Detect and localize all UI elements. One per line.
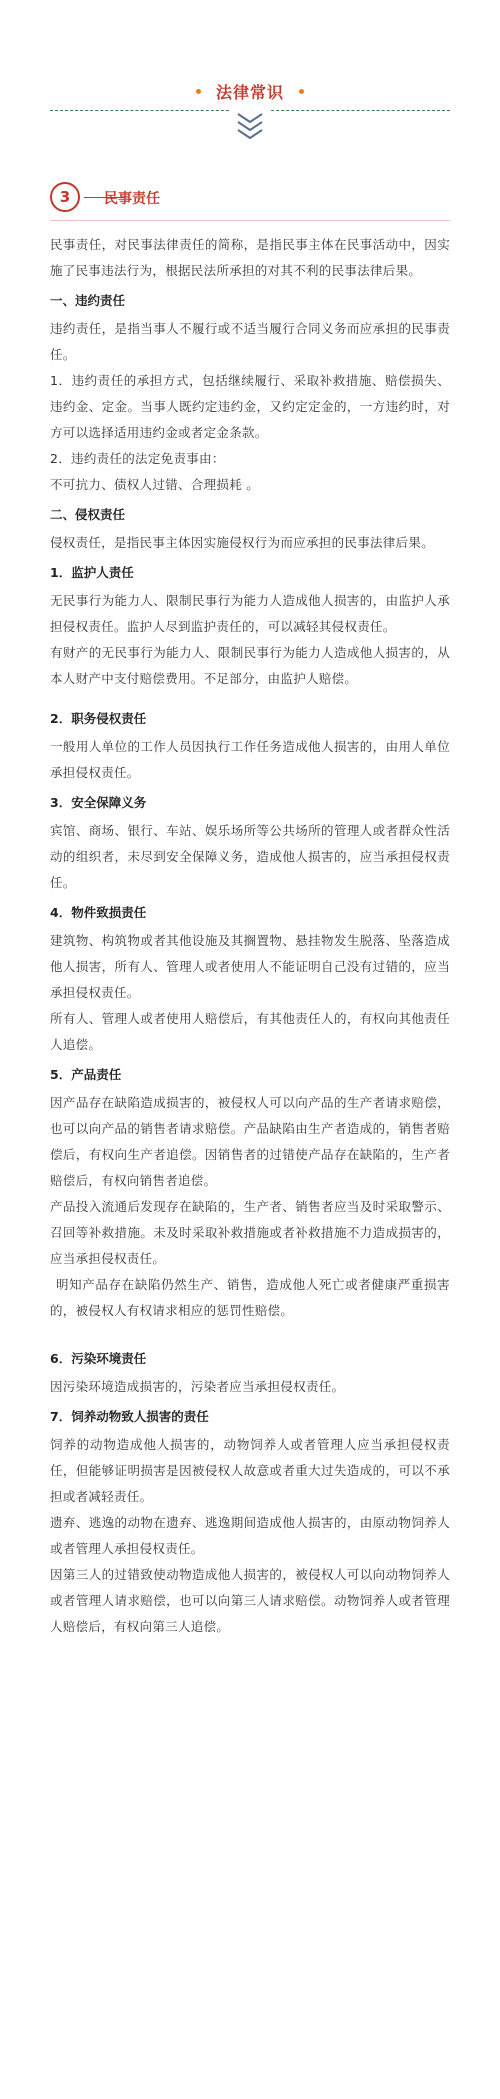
spacer <box>50 692 450 702</box>
intro-paragraph: 民事责任，对民事法律责任的简称，是指民事主体在民事活动中，因实施了民事违法行为，根据民法所承担的对其不利的民事法律后果。 <box>50 237 450 278</box>
animal-liability-p1: 饲养的动物造成他人损害的，动物饲养人或者管理人应当承担侵权责任，但能够证明损害是因被侵权人故意或者重大过失造成的，可以不承担或者减轻责任。 <box>50 1437 450 1504</box>
product-liability-p1: 因产品存在缺陷造成损害的，被侵权人可以向产品的生产者请求赔偿，也可以向产品的销售者请求赔偿。产品缺陷由生产者造成的，销售者赔偿后，有权向生产者追偿。因销售者的过错使产品存在缺陷的，生产者赔偿后，有权向销售者追偿。 <box>50 1095 450 1188</box>
subheading-guardian-liability: 1．监护人责任 <box>50 565 134 580</box>
product-liability-p2: 产品投入流通后发现存在缺陷的，生产者、销售者应当及时采取警示、召回等补救措施。未及时采取补救措施或者补救措施不力造成损害的，应当承担侵权责任。 <box>50 1199 450 1266</box>
spacer <box>50 1324 450 1342</box>
banner-left-dot <box>196 89 201 94</box>
article-body <box>50 232 450 1640</box>
banner-title: 法律常识 <box>215 83 284 102</box>
product-liability-p3: 明知产品存在缺陷仍然生产、销售，造成他人死亡或者健康严重损害的，被侵权人有权请求相应的惩罚性赔偿。 <box>50 1277 450 1318</box>
contract-liability-definition: 违约责任，是指当事人不履行或不适当履行合同义务而应承担的民事责任。 <box>50 321 450 362</box>
section-number-badge: 3 <box>50 182 80 212</box>
subheading-safety-duty: 3．安全保障义务 <box>50 795 147 810</box>
section-title: 民事责任 <box>104 191 160 207</box>
chevron-down-icon <box>230 108 270 148</box>
subheading-employment-liability: 2．职务侵权责任 <box>50 711 147 726</box>
contract-liability-item1: 1．违约责任的承担方式，包括继续履行、采取补救措施、赔偿损失、违约金、定金。当事人既约定违约金，又约定定金的，一方违约时，对方可以选择适用违约金或者定金条款。 <box>50 373 450 440</box>
employment-liability-p1: 一般用人单位的工作人员因执行工作任务造成他人损害的，由用人单位承担侵权责任。 <box>50 739 450 780</box>
tort-liability-definition: 侵权责任，是指民事主体因实施侵权行为而应承担的民事法律后果。 <box>50 535 435 550</box>
heading-contract-liability: 一、违约责任 <box>50 293 126 308</box>
heading-tort-liability: 二、侵权责任 <box>50 507 126 522</box>
subheading-product-liability: 5．产品责任 <box>50 1067 122 1082</box>
animal-liability-p2: 遗弃、逃逸的动物在遗弃、逃逸期间造成他人损害的，由原动物饲养人或者管理人承担侵权责任。 <box>50 1515 450 1556</box>
subheading-animal-liability: 7．饲养动物致人损害的责任 <box>50 1409 209 1424</box>
banner-title-wrap <box>50 80 450 103</box>
guardian-liability-p1: 无民事行为能力人、限制民事行为能力人造成他人损害的，由监护人承担侵权责任。监护人尽到监护责任的，可以减轻其侵权责任。 <box>50 593 450 634</box>
section-underline <box>50 220 450 221</box>
contract-liability-item2-title: 2．违约责任的法定免责事由： <box>50 451 225 466</box>
safety-duty-p1: 宾馆、商场、银行、车站、娱乐场所等公共场所的管理人或者群众性活动的组织者，未尽到安全保障义务，造成他人损害的，应当承担侵权责任。 <box>50 823 450 890</box>
contract-liability-item2-body: 不可抗力、债权人过错、合理损耗 。 <box>50 477 260 492</box>
subheading-pollution-liability: 6．污染环境责任 <box>50 1351 147 1366</box>
banner-right-dot <box>299 89 304 94</box>
header-banner <box>50 0 450 150</box>
section-header <box>50 178 450 224</box>
animal-liability-p3: 因第三人的过错致使动物造成他人损害的，被侵权人可以向动物饲养人或者管理人请求赔偿，也可以向第三人请求赔偿。动物饲养人或者管理人赔偿后，有权向第三人追偿。 <box>50 1567 450 1634</box>
pollution-liability-p1: 因污染环境造成损害的，污染者应当承担侵权责任。 <box>50 1379 345 1394</box>
object-damage-p2: 所有人、管理人或者使用人赔偿后，有其他责任人的，有权向其他责任人追偿。 <box>50 1011 450 1052</box>
subheading-object-damage: 4．物件致损责任 <box>50 905 147 920</box>
object-damage-p1: 建筑物、构筑物或者其他设施及其搁置物、悬挂物发生脱落、坠落造成他人损害，所有人、管理人或者使用人不能证明自己没有过错的，应当承担侵权责任。 <box>50 933 450 1000</box>
guardian-liability-p2: 有财产的无民事行为能力人、限制民事行为能力人造成他人损害的，从本人财产中支付赔偿费用。不足部分，由监护人赔偿。 <box>50 645 450 686</box>
